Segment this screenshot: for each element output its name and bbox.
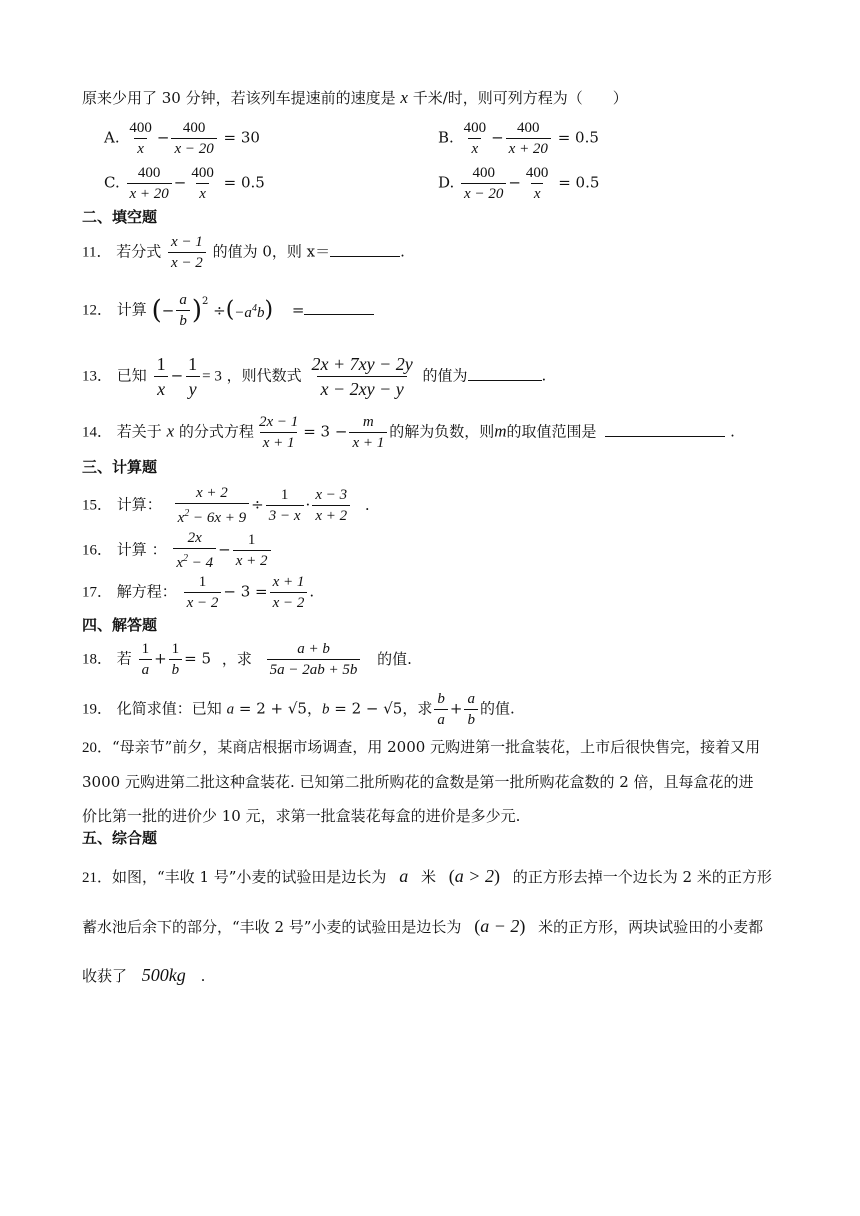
question-19: 19． 化简求值：已知 a = 2 + √5，b = 2 − √5，求 $\frac{b}{a}$ + $\frac{a}{b}$ 的值.	[82, 691, 515, 728]
q17-frac2: $\frac{x + 1}{x - 2}$	[270, 572, 308, 613]
q21-line3b: .	[200, 967, 206, 985]
q19-post: 的值.	[479, 699, 515, 718]
option-d[interactable]: D. $\frac{400}{x - 20}$ − $\frac{400}{x}$ = 0.5	[438, 165, 600, 202]
q13-frac1: $\frac{1}{x}$	[154, 352, 169, 401]
q12-eq: =	[291, 300, 305, 319]
q20-line1: “母亲节”前夕，某商店根据市场调查，用 2000 元购进第一批盒装花，上市后很快售完，接着又用	[112, 738, 761, 756]
q16-pre: 计算 ：	[116, 540, 167, 559]
q21-line2b: 米的正方形，两块试验田的小麦都	[538, 918, 764, 936]
question-13: 13． 已知 $\frac{1}{x}$ − $\frac{1}{y}$ = 3 ，则代数式 $\frac{2x + 7xy - 2y}{x - 2xy - y}$ 的值为 .	[82, 354, 547, 399]
section-heading-calc: 三、计算题	[82, 458, 158, 476]
q19-num: 19．	[82, 701, 113, 718]
section-heading-comprehensive: 五、综合题	[82, 829, 158, 847]
q17-frac1: $\frac{1}{x - 2}$	[184, 572, 222, 613]
intro-var: x	[400, 88, 408, 107]
q18-frac2: $\frac{1}{b}$	[169, 639, 183, 680]
q21-line1a: 如图，“丰收 1 号”小麦的试验田是边长为	[112, 868, 387, 886]
question-15: 15． 计算： $\frac{x + 2}{x^2 - 6x + 9}$ ÷ $\frac{1}{3 - x}$ · $\frac{x - 3}{x + 2}$ .	[82, 485, 370, 526]
option-d-frac2: $\frac{400}{x}$	[525, 165, 549, 202]
option-b[interactable]: B. $\frac{400}{x}$ − $\frac{400}{x + 20}$ = 0.5	[438, 120, 599, 157]
q20-line3: 价比第一批的进价少 10 元，求第一批盒装花每盒的进价是多少元.	[82, 807, 521, 825]
q12-pre: 计算	[116, 300, 147, 319]
q21-line2a: 蓄水池后余下的部分，“丰收 2 号”小麦的试验田是边长为	[82, 918, 462, 936]
q15-frac2: $\frac{1}{3 - x}$	[266, 485, 304, 526]
q12-frac: $\frac{a}{b}$	[176, 290, 190, 331]
q11-post: 的值为 0，则 x＝	[212, 242, 331, 261]
q20-num: 20．	[82, 740, 113, 756]
q14-num: 14．	[82, 424, 113, 441]
option-c-eq: = 0.5	[223, 173, 265, 192]
q14-frac2: $\frac{m}{x + 1}$	[349, 412, 387, 453]
section-heading-fill: 二、填空题	[82, 208, 158, 226]
option-b-label: B.	[438, 128, 454, 147]
q15-frac3: $\frac{x - 3}{x + 2}$	[312, 485, 350, 526]
q18-frac1: $\frac{1}{a}$	[139, 639, 153, 680]
question-11	[82, 232, 800, 273]
q19-mid: ，求	[402, 699, 433, 718]
q18-frac3: $\frac{a + b}{5a - 2ab + 5b}$	[267, 639, 361, 680]
q13-end: .	[541, 366, 547, 385]
q13-pre: 已知	[116, 366, 147, 385]
q17-num: 17．	[82, 584, 113, 601]
q16-num: 16．	[82, 542, 113, 559]
q17-end: .	[309, 582, 315, 601]
q21-line3a: 收获了	[82, 967, 128, 985]
q13-num: 13．	[82, 368, 113, 385]
answer-blank-12[interactable]	[304, 300, 374, 315]
intro-text: 原来少用了 30 分钟，若该列车提速前的速度是	[82, 89, 396, 107]
option-b-eq: = 0.5	[557, 128, 599, 147]
q13-frac3: $\frac{2x + 7xy - 2y}{x - 2xy - y}$	[311, 354, 413, 399]
question-16: 16． 计算 ： $\frac{2x}{x^2 - 4}$ − $\frac{1}{x + 2}$	[82, 528, 800, 573]
answer-blank-11[interactable]	[330, 242, 400, 257]
q14-mid2: 的解为负数，则	[389, 422, 495, 441]
option-a-frac2: $\frac{400}{x - 20}$	[171, 118, 216, 159]
option-a-label: A.	[104, 128, 120, 147]
option-d-eq: = 0.5	[558, 173, 600, 192]
q17-pre: 解方程：	[116, 582, 177, 601]
q15-num: 15．	[82, 497, 113, 514]
q18-num: 18．	[82, 651, 113, 668]
option-b-frac1: $\frac{400}{x}$	[463, 120, 487, 157]
q18-post: 的值.	[377, 649, 412, 668]
q19-pre: 化简求值：已知	[116, 699, 222, 718]
q13-post: 的值为	[422, 366, 468, 385]
option-a-frac1: $\frac{400}{x}$	[129, 120, 152, 157]
q11-pre: 若分式	[116, 242, 162, 261]
q20-line2: 3000 元购进第二批这种盒装花. 已知第二批所购花的盒数是第一批所购花盒数的 2 倍，且每盒花的进	[82, 773, 754, 791]
question-20	[82, 730, 782, 833]
q14-end: .	[730, 422, 735, 441]
q11-frac: $\frac{x - 1}{x - 2}$	[168, 232, 206, 273]
option-c[interactable]: C. $\frac{400}{x + 20}$ − $\frac{400}{x}$ = 0.5	[104, 165, 265, 202]
intro-text2: 千米/时，则可列方程为（ ）	[412, 89, 628, 107]
intro-line	[82, 86, 800, 110]
q11-end: .	[400, 242, 405, 261]
option-a[interactable]: A. $\frac{400}{x}$ − $\frac{400}{x - 20}$ = 30	[104, 120, 260, 157]
question-21: 21．如图，“丰收 1 号”小麦的试验田是边长为 a 米 (a > 2) 的正方形去掉一个边长为 2 米的正方形 蓄水池后余下的部分，“丰收 2 号”小麦的试验田是边长为 (a − 2) 米的正方形，两块试验田的小麦都 收获了 500kg .	[82, 866, 772, 985]
option-b-frac2: $\frac{400}{x + 20}$	[506, 118, 551, 159]
option-d-frac1: $\frac{400}{x - 20}$	[461, 163, 506, 204]
q15-end: .	[364, 495, 370, 514]
option-c-frac1: $\frac{400}{x + 20}$	[127, 163, 172, 204]
q14-pre: 若关于	[116, 422, 162, 441]
question-17: 17． 解方程： $\frac{1}{x - 2}$ − 3 = $\frac{x + 1}{x - 2}$ .	[82, 574, 315, 611]
q21-line1b: 米	[421, 868, 437, 886]
q16-frac1: $\frac{2x}{x^2 - 4}$	[173, 528, 216, 573]
question-12: 12． 计算 (− $\frac{a}{b}$ )$^2 \div(-a^4b)$ =	[82, 290, 800, 331]
option-c-label: C.	[104, 173, 120, 192]
q11-num: 11．	[82, 244, 112, 261]
q19-frac2: $\frac{a}{b}$	[464, 689, 478, 730]
q21-line1c: 的正方形去掉一个边长为 2 米的正方形	[512, 868, 772, 886]
answer-blank-13[interactable]	[468, 366, 542, 381]
q19-frac1: $\frac{b}{a}$	[434, 689, 448, 730]
q16-frac2: $\frac{1}{x + 2}$	[233, 530, 271, 571]
option-d-label: D.	[438, 173, 455, 192]
option-a-eq: = 30	[223, 128, 260, 147]
q15-pre: 计算：	[116, 495, 162, 514]
q13-frac2: $\frac{1}{y}$	[185, 352, 200, 401]
q13-mid: ，则代数式	[226, 366, 302, 385]
q18-mid: ，求	[221, 649, 252, 668]
option-c-frac2: $\frac{400}{x}$	[191, 165, 214, 202]
q21-mass: 500kg	[141, 965, 186, 985]
question-14: 14． 若关于 x 的分式方程 $\frac{2x - 1}{x + 1}$ = 3 − $\frac{m}{x + 1}$ 的解为负数，则m的取值范围是 .	[82, 414, 735, 451]
q18-pre: 若	[116, 649, 132, 668]
section-heading-answer: 四、解答题	[82, 616, 158, 634]
q14-post: 的取值范围是	[506, 422, 597, 441]
q21-num: 21．	[82, 870, 113, 886]
question-18: 18． 若 $\frac{1}{a}$ + $\frac{1}{b}$ = 5 ，求 $\frac{a + b}{5a - 2ab + 5b}$ 的值.	[82, 641, 412, 678]
q15-frac1: $\frac{x + 2}{x^2 - 6x + 9}$	[175, 483, 250, 528]
q14-frac1: $\frac{2x - 1}{x + 1}$	[258, 414, 299, 451]
q14-mid: 的分式方程	[178, 422, 254, 441]
q12-num: 12．	[82, 302, 113, 319]
answer-blank-14[interactable]	[605, 422, 725, 437]
